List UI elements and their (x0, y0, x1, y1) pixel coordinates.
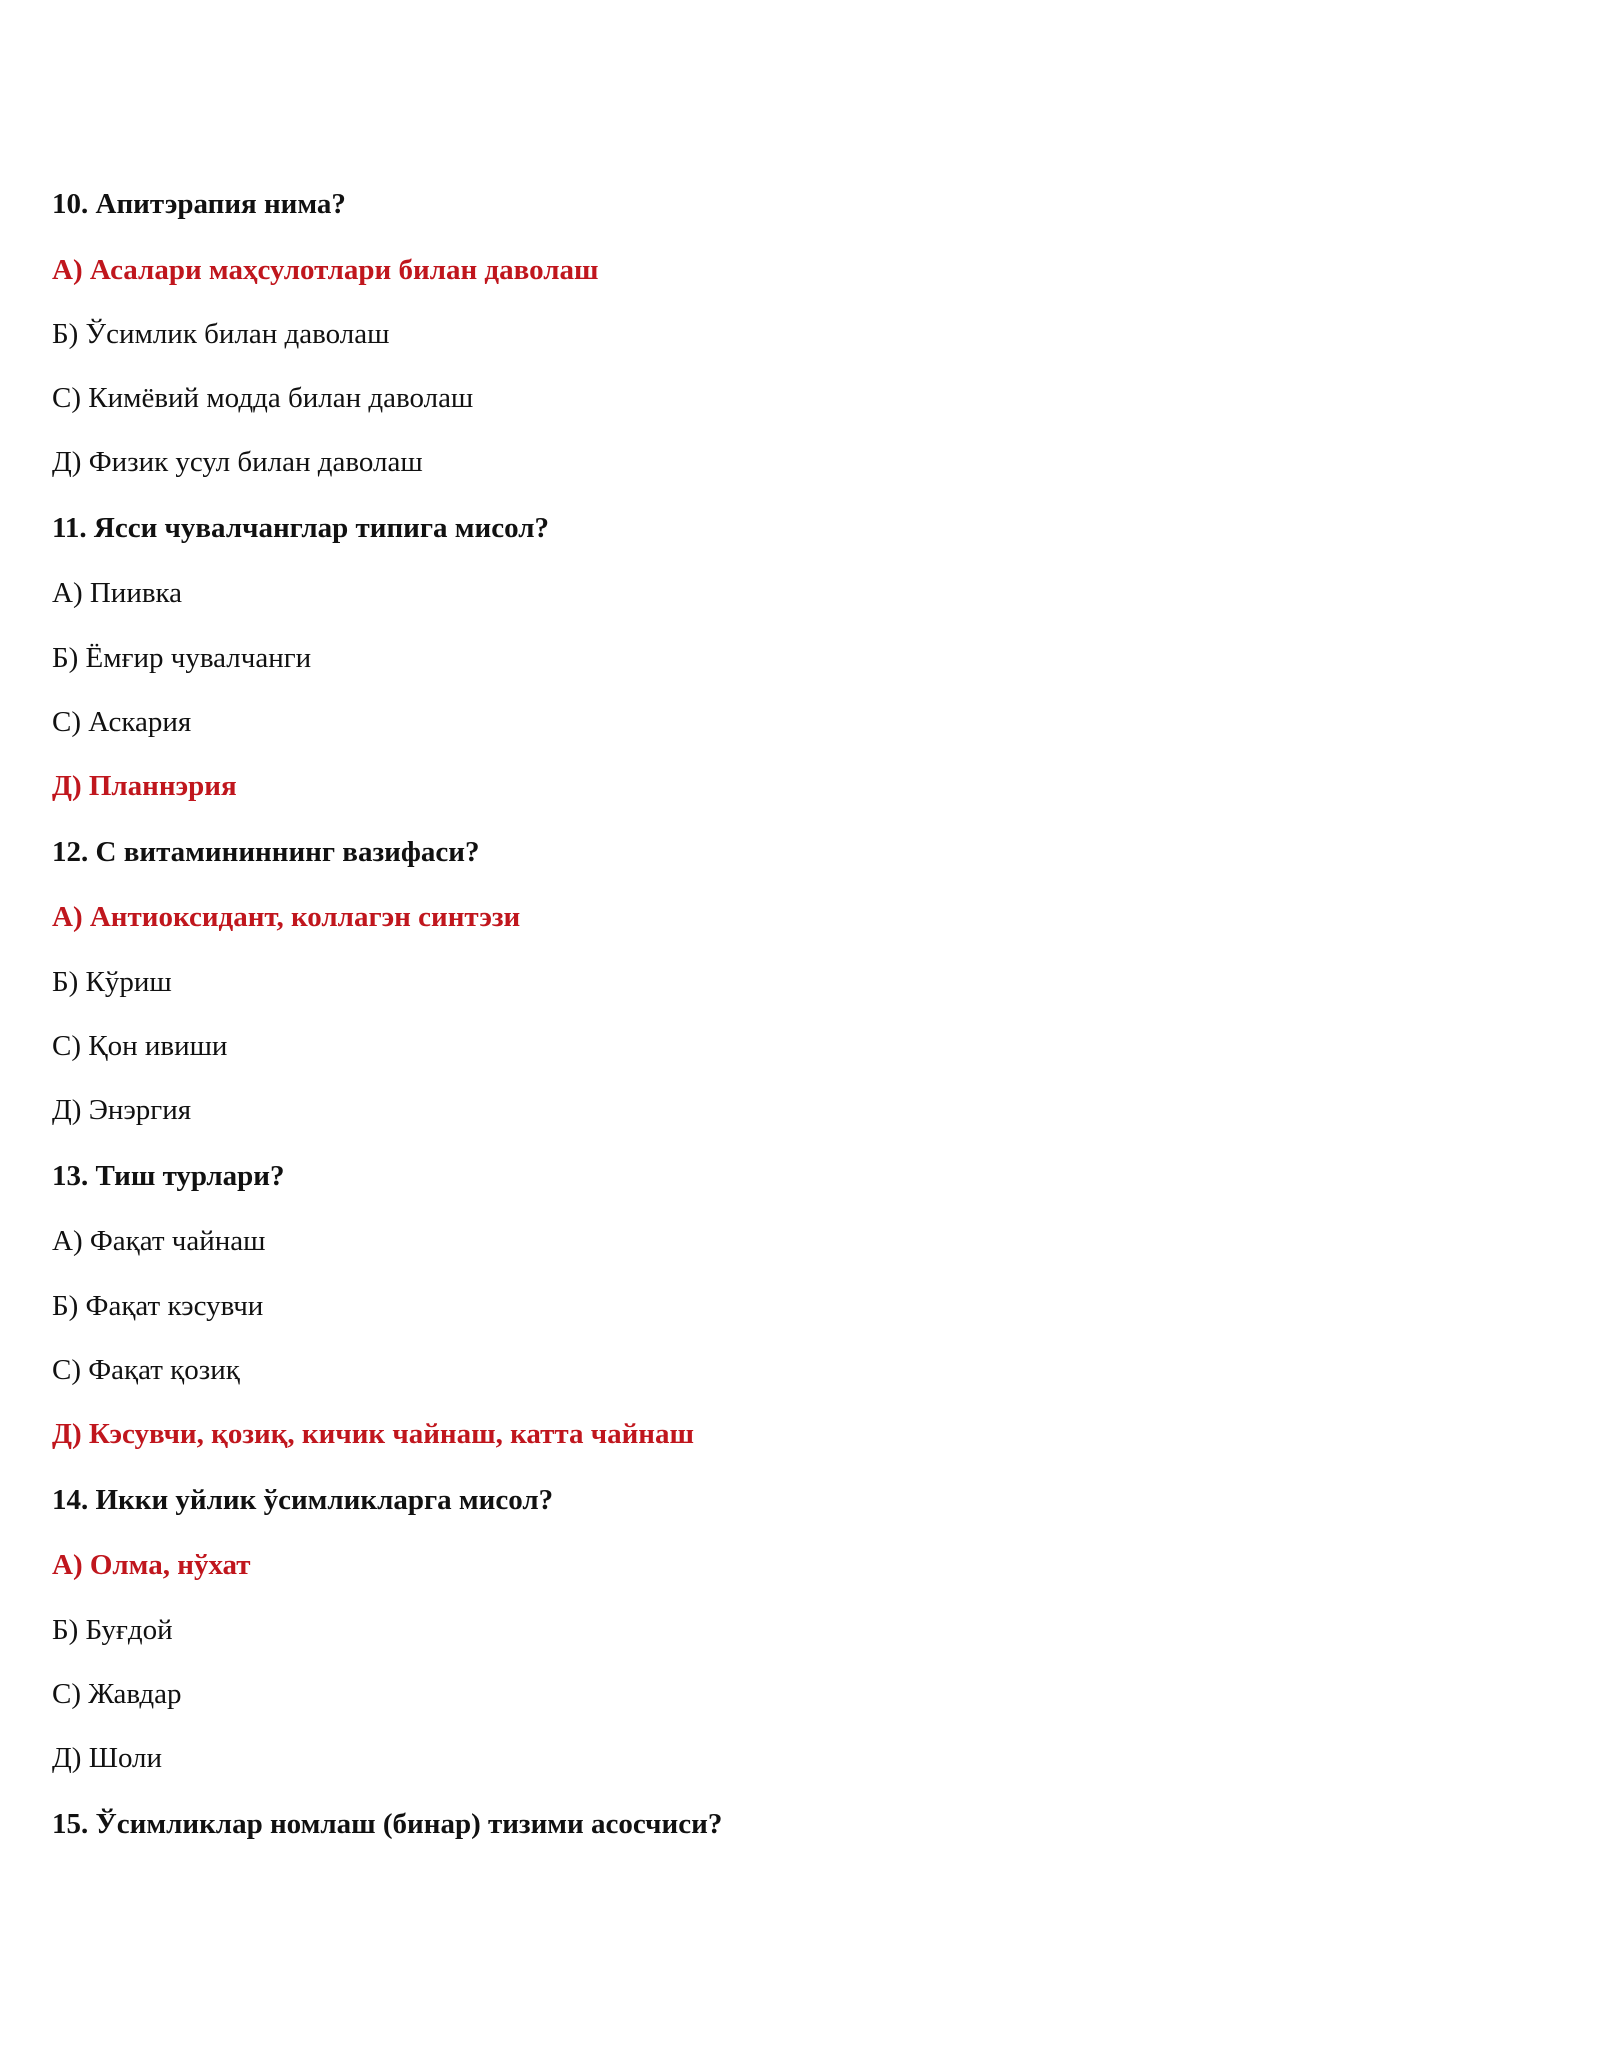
question-14: 14. Икки уйлик ўсимликларга мисол? (52, 1484, 554, 1516)
option-10-c: С) Кимёвий модда билан даволаш (52, 382, 474, 414)
option-11-d: Д) Планнэрия (52, 770, 237, 802)
question-13: 13. Тиш турлари? (52, 1160, 285, 1192)
option-10-d: Д) Физик усул билан даволаш (52, 446, 423, 478)
option-11-c: С) Аскария (52, 706, 192, 738)
option-11-b: Б) Ёмғир чувалчанги (52, 642, 312, 674)
option-10-b: Б) Ўсимлик билан даволаш (52, 318, 390, 350)
option-11-a: А) Пиивка (52, 577, 183, 609)
option-14-c: С) Жавдар (52, 1678, 182, 1710)
option-13-c: С) Фақат қозиқ (52, 1354, 240, 1386)
option-10-a: А) Асалари маҳсулотлари билан даволаш (52, 254, 599, 286)
question-12: 12. С витамининнинг вазифаси? (52, 836, 480, 868)
option-12-b: Б) Кўриш (52, 966, 172, 998)
option-13-d: Д) Кэсувчи, қозиқ, кичик чайнаш, катта чайнаш (52, 1418, 694, 1450)
option-13-b: Б) Фақат кэсувчи (52, 1290, 264, 1322)
option-14-d: Д) Шоли (52, 1742, 163, 1774)
option-14-b: Б) Буғдой (52, 1614, 173, 1646)
option-12-d: Д) Энэргия (52, 1094, 192, 1126)
option-12-a: А) Антиоксидант, коллагэн синтэзи (52, 901, 521, 933)
question-11: 11. Ясси чувалчанглар типига мисол? (52, 512, 550, 544)
question-10: 10. Апитэрапия нима? (52, 188, 346, 220)
option-12-c: С) Қон ивиши (52, 1030, 228, 1062)
option-13-a: А) Фақат чайнаш (52, 1225, 266, 1257)
option-14-a: А) Олма, нўхат (52, 1549, 251, 1581)
question-15: 15. Ўсимликлар номлаш (бинар) тизими асосчиси? (52, 1808, 723, 1840)
